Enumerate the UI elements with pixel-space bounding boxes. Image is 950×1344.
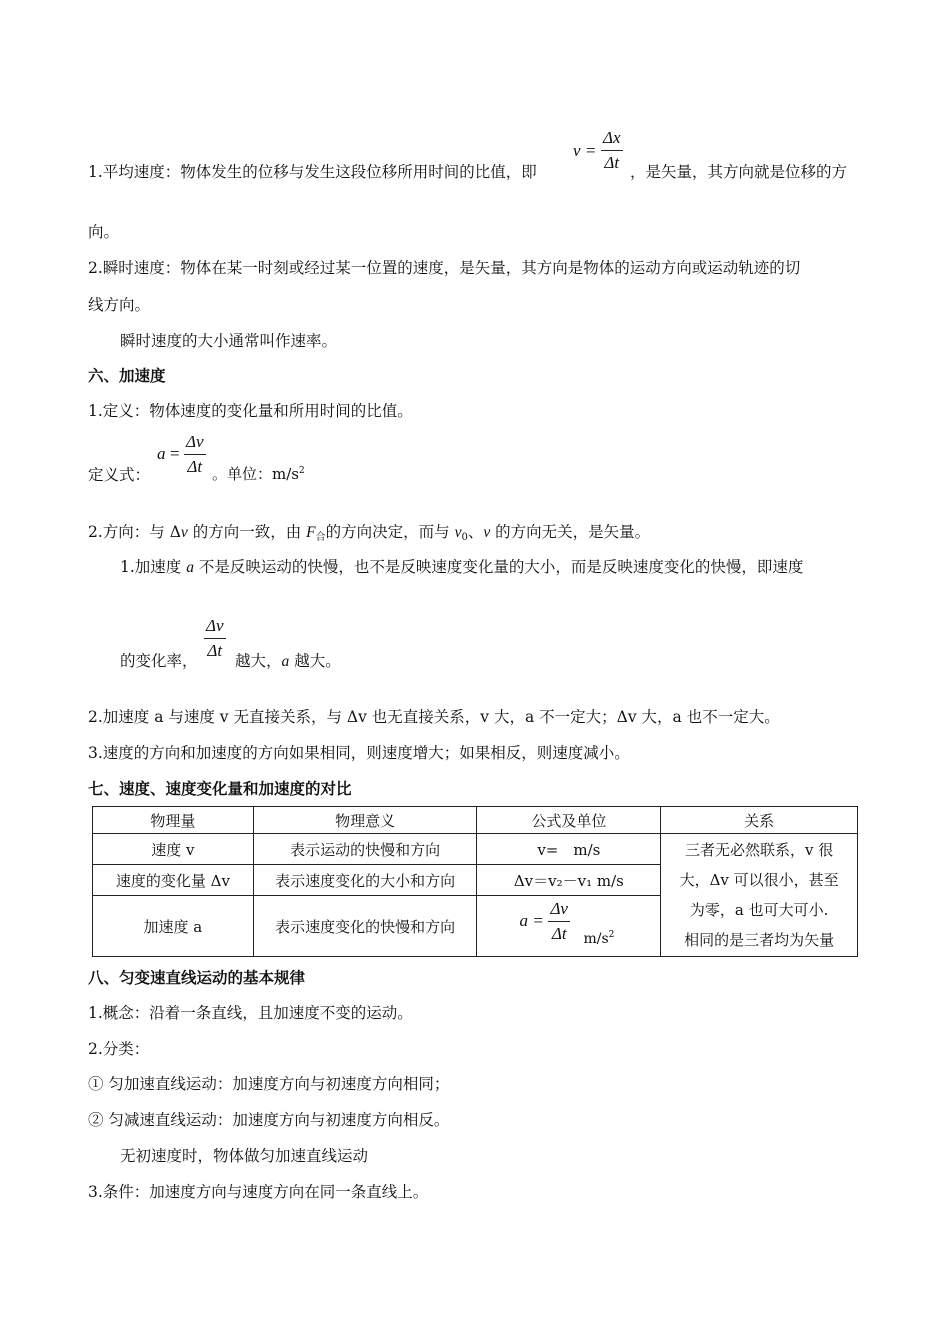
accel-direction-v0-sub: 0 <box>461 532 468 543</box>
accel-unit-text: 。单位：m/s <box>212 465 299 483</box>
avg-velocity-formula-eq: = <box>586 141 596 160</box>
table-accel-unit-text: m/s <box>583 931 609 947</box>
accel-direction-v2: v <box>483 524 491 541</box>
table-accel-eq: = <box>533 911 544 930</box>
accel-rate-fraction <box>204 616 226 661</box>
avg-velocity-denominator: Δt <box>604 153 620 172</box>
uniform-condition: 3.条件：加速度方向与速度方向在同一条直线上。 <box>88 1183 429 1201</box>
table-accel-unit <box>583 930 614 947</box>
accel-note-2: 2.加速度 a 与速度 v 无直接关系，与 Δv 也无直接关系，v 大，a 不一定大；Δv 大，a 也不一定大。 <box>88 708 780 726</box>
relation-line: 相同的是三者均为矢量 <box>684 931 835 949</box>
avg-velocity-text: 1.平均速度：物体发生的位移与发生这段位移所用时间的比值，即 <box>88 163 537 181</box>
inst-velocity-line1: 2.瞬时速度：物体在某一时刻或经过某一位置的速度，是矢量，其方向是物体的运动方向或运动轨迹的切 <box>88 259 801 277</box>
accel-denominator: Δt <box>187 457 203 476</box>
accel-note-1 <box>120 555 803 577</box>
accel-direction-text-c: 的方向决定，而与 <box>325 523 455 541</box>
accel-formula-label: 定义式： <box>88 466 151 484</box>
accel-rate-numerator: Δv <box>206 616 224 635</box>
uniform-accel: ① 匀加速直线运动：加速度方向与初速度方向相同； <box>88 1075 450 1093</box>
table-cell-formula: Δv＝v₂－v₁ m/s <box>477 865 661 896</box>
inst-velocity-line2: 线方向。 <box>88 296 151 314</box>
table-cell-quantity: 加速度 a <box>93 896 254 957</box>
accel-direction-F: F <box>306 524 316 541</box>
accel-direction-text-d: 、 <box>467 523 484 541</box>
table-cell-formula: v= m/s <box>477 834 661 865</box>
accel-note-1-sym: a <box>186 559 194 576</box>
comparison-table <box>92 806 858 957</box>
table-cell-formula <box>477 896 661 957</box>
section-7-title: 七、速度、速度变化量和加速度的对比 <box>88 779 352 798</box>
table-header-cell: 关系 <box>661 807 858 834</box>
accel-direction-text-a: 2.方向：与 Δ <box>88 523 181 541</box>
table-cell-meaning: 表示速度变化的快慢和方向 <box>253 896 477 957</box>
relation-line: 三者无必然联系，v 很 <box>684 841 834 859</box>
table-accel-fraction <box>548 899 570 944</box>
avg-velocity-numerator: Δx <box>603 128 621 147</box>
accel-rate-post-b: 越大。 <box>289 652 341 670</box>
fraction-bar <box>204 638 226 639</box>
accel-unit-sup: 2 <box>298 466 305 476</box>
table-header-row <box>93 807 858 834</box>
avg-velocity-fraction <box>601 128 623 173</box>
table-header-cell: 物理量 <box>93 807 254 834</box>
avg-velocity-line <box>88 160 537 182</box>
relation-line: 为零，a 也可大可小. <box>689 901 829 919</box>
fraction-bar <box>548 921 570 922</box>
table-accel-denominator: Δt <box>551 924 567 943</box>
accel-numerator: Δv <box>186 432 204 451</box>
table-cell-relation <box>661 834 858 957</box>
accel-rate-post-a: 越大， <box>235 652 282 670</box>
accel-rate-denominator: Δt <box>207 641 223 660</box>
accel-direction-text-e: 的方向无关，是矢量。 <box>490 523 651 541</box>
table-accel-numerator: Δv <box>550 899 568 918</box>
relation-line: 大，Δv 可以很小，甚至 <box>679 871 839 889</box>
accel-direction-v0: v <box>454 524 462 541</box>
accel-direction-text-b: 的方向一致，由 <box>187 523 307 541</box>
accel-rate-sym: a <box>281 653 290 670</box>
accel-rate-post <box>235 649 341 671</box>
accel-note-3: 3.速度的方向和加速度的方向如果相同，则速度增大；如果相反，则速度减小。 <box>88 744 630 762</box>
accel-definition: 1.定义：物体速度的变化量和所用时间的比值。 <box>88 402 413 420</box>
avg-velocity-post: ，是矢量，其方向就是位移的方 <box>630 163 848 181</box>
section-6-title: 六、加速度 <box>88 366 166 385</box>
accel-fraction <box>184 432 206 477</box>
accel-rate-label: 的变化率， <box>120 652 198 670</box>
table-accel-unit-sup: 2 <box>608 930 615 940</box>
table-cell-meaning: 表示速度变化的大小和方向 <box>253 865 477 896</box>
uniform-decel: ② 匀减速直线运动：加速度方向与初速度方向相反。 <box>88 1111 450 1129</box>
accel-formula-lhs: a <box>157 444 166 463</box>
table-cell-meaning: 表示运动的快慢和方向 <box>253 834 477 865</box>
accel-direction-F-sub: 合 <box>315 532 326 543</box>
fraction-bar <box>601 150 623 151</box>
avg-velocity-formula-lhs: v <box>573 141 581 160</box>
table-accel-lhs: a <box>519 911 528 930</box>
accel-note-1-b: 不是反映运动的快慢，也不是反映速度变化量的大小，而是反映速度变化的快慢，即速度 <box>193 558 804 576</box>
accel-direction-v: v <box>180 524 188 541</box>
accel-direction <box>88 520 650 543</box>
table-header-cell: 公式及单位 <box>477 807 661 834</box>
accel-unit <box>212 463 305 484</box>
table-cell-quantity: 速度的变化量 Δv <box>93 865 254 896</box>
accel-formula-eq: = <box>170 444 180 463</box>
table-row <box>93 834 858 865</box>
table-cell-quantity: 速度 v <box>93 834 254 865</box>
section-8-title: 八、匀变速直线运动的基本规律 <box>88 968 306 987</box>
table-header-cell: 物理意义 <box>253 807 477 834</box>
accel-note-1-a: 1.加速度 <box>120 558 187 576</box>
inst-velocity-note: 瞬时速度的大小通常叫作速率。 <box>120 332 338 350</box>
uniform-note: 无初速度时，物体做匀加速直线运动 <box>120 1147 369 1165</box>
uniform-classification: 2.分类： <box>88 1040 150 1058</box>
avg-velocity-cont: 向。 <box>88 223 120 241</box>
uniform-concept: 1.概念：沿着一条直线，且加速度不变的运动。 <box>88 1004 413 1022</box>
fraction-bar <box>184 454 206 455</box>
